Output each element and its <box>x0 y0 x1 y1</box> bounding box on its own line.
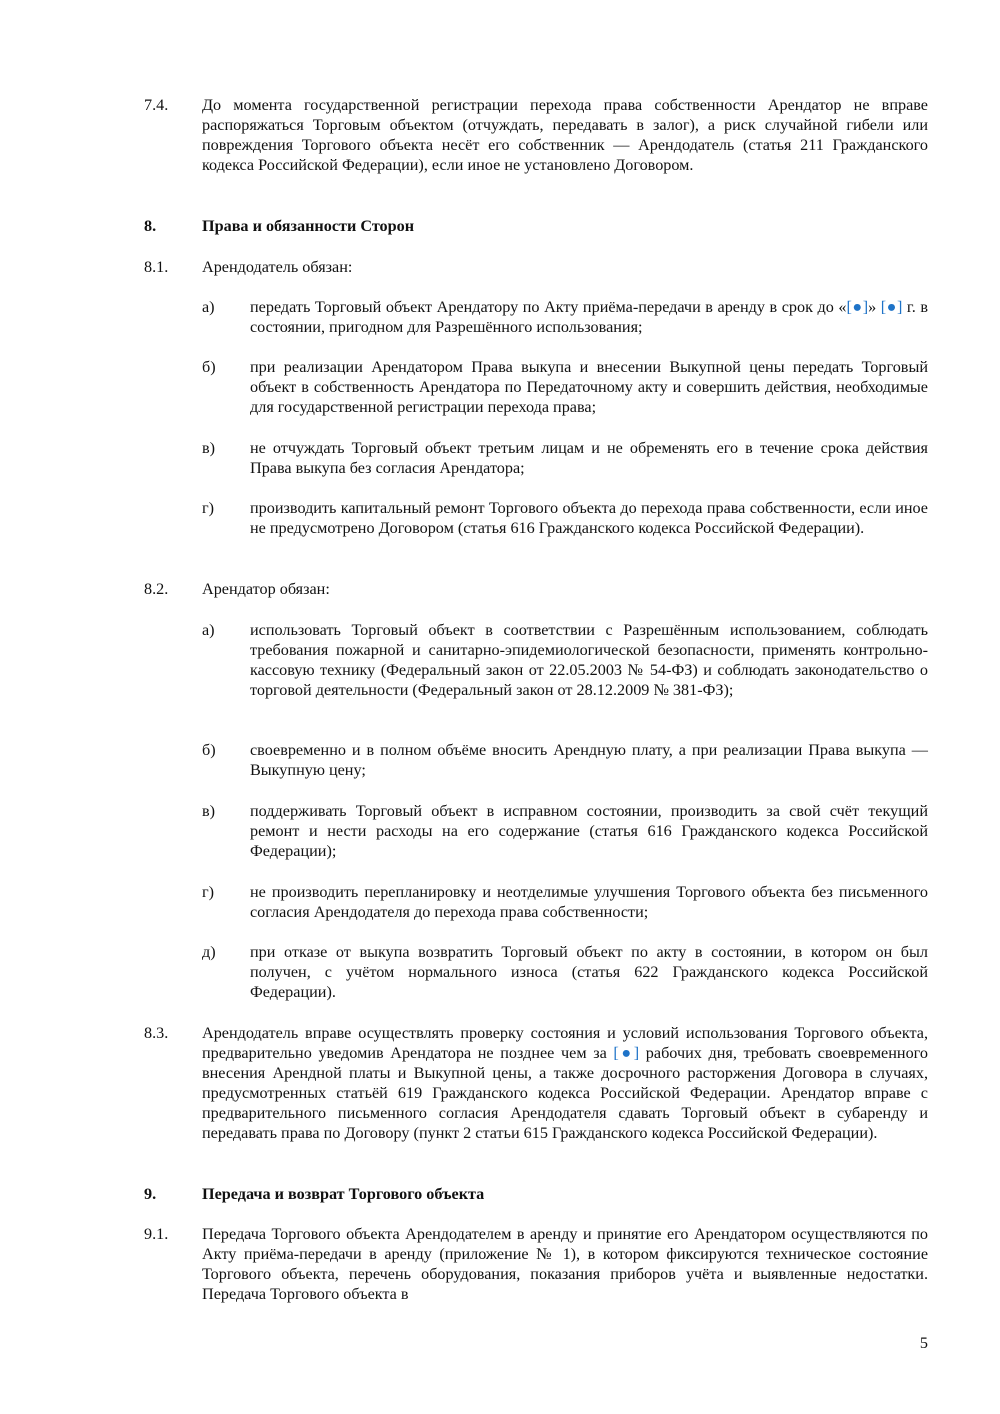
subclause-label: в) <box>202 439 216 457</box>
subclause-label: а) <box>202 298 215 316</box>
text-part: рабочих дня, требовать своевременного внесения Арендной платы и Выкупной цены, а также досрочного расторжения Договора в случаях, предусмотренных статьёй 619 Гражданского кодекса Российской Федерации. Арендатор вправе с предварительного письменного согласия Арендодателя сдавать Торговый объект в субаренду и передавать права по Договору (пункт 2 статьи 615 Гражданского кодекса Российской Федерации). <box>202 1044 928 1142</box>
subclause-text: производить капитальный ремонт Торгового объекта до перехода права собственности, если иное не предусмотрено Договором (статья 616 Гражданского кодекса Российской Федерации). <box>250 499 928 537</box>
text-part: » <box>868 298 881 316</box>
clause-number: 8.1. <box>144 258 169 276</box>
text-part: г. в состоянии, пригодном для Разрешённого использования; <box>250 298 928 336</box>
clause-number: 8.3. <box>144 1024 169 1042</box>
subclause-text: не отчуждать Торговый объект третьим лицам и не обременять его в течение срока действия Права выкупа без согласия Арендатора; <box>250 439 928 477</box>
clause-text <box>202 1023 928 1143</box>
section-number: 8. <box>144 217 157 235</box>
section-number: 9. <box>144 1185 157 1203</box>
subclause-text <box>250 297 928 337</box>
subclause-text: при реализации Арендатором Права выкупа и внесении Выкупной цены передать Торговый объект в собственность Арендатора по Передаточному акту и совершить действия, необходимые для государственной регистрации перехода права; <box>250 358 928 416</box>
subclause-label: в) <box>202 802 216 820</box>
subclause-text: при отказе от выкупа возвратить Торговый объект по акту в состоянии, в котором он был получен, с учётом нормального износа (статья 622 Гражданского кодекса Российской Федерации). <box>250 943 928 1001</box>
clause-text: Арендатор обязан: <box>202 580 330 598</box>
subclause-text: использовать Торговый объект в соответствии с Разрешённым использованием, соблюдать требования пожарной и санитарно-эпидемиологической безопасности, применять контрольно-кассовую технику (Федеральный закон от 22.05.2003 № 54-ФЗ) и соблюдать законодательство о торговой деятельности (Федеральный закон от 28.12.2009 № 381-ФЗ); <box>250 621 928 699</box>
placeholder-date: [●] <box>846 298 869 316</box>
clause-number: 7.4. <box>144 96 169 114</box>
subclause-text: поддерживать Торговый объект в исправном состоянии, производить за свой счёт текущий ремонт и нести расходы на его содержание (статья 616 Гражданского кодекса Российской Федерации); <box>250 802 928 860</box>
clause-text: Передача Торгового объекта Арендодателем в аренду и принятие его Арендатором осуществляются по Акту приёма-передачи в аренду (приложение № 1), в котором фиксируются техническое состояние Торгового объекта, перечень оборудования, показания приборов учёта и выявленные недостатки. Передача Торгового объекта в <box>202 1225 928 1303</box>
clause-number: 8.2. <box>144 580 169 598</box>
section-title: Права и обязанности Сторон <box>202 217 415 235</box>
clause-number: 9.1. <box>144 1225 169 1243</box>
page-number: 5 <box>919 1334 928 1352</box>
subclause-text: своевременно и в полном объёме вносить Арендную плату, а при реализации Права выкупа — Выкупную цену; <box>250 741 928 779</box>
clause-text: Арендодатель обязан: <box>202 258 353 276</box>
text-part: передать Торговый объект Арендатору по Акту приёма-передачи в аренду в срок до « <box>250 298 847 316</box>
subclause-label: г) <box>202 499 215 517</box>
subclause-label: б) <box>202 741 216 759</box>
subclause-label: б) <box>202 358 216 376</box>
subclause-label: г) <box>202 883 215 901</box>
subclause-label: а) <box>202 621 215 639</box>
placeholder-days: [●] <box>613 1044 640 1062</box>
clause-text: До момента государственной регистрации перехода права собственности Арендатор не вправе распоряжаться Торговым объектом (отчуждать, передавать в залог), а риск случайной гибели или повреждения Торгового объекта несёт его собственник — Арендодатель (статья 211 Гражданского кодекса Российской Федерации), если иное не установлено Договором. <box>202 96 928 174</box>
text-part: Арендодатель вправе осуществлять проверку состояния и условий использования Торгового объекта, предварительно уведомив Арендатора не позднее чем за <box>202 1024 928 1062</box>
subclause-label: д) <box>202 943 216 961</box>
section-title: Передача и возврат Торгового объекта <box>202 1185 485 1203</box>
subclause-text: не производить перепланировку и неотделимые улучшения Торгового объекта без письменного согласия Арендодателя до перехода права собственности; <box>250 883 928 921</box>
placeholder-year: [●] <box>880 298 903 316</box>
